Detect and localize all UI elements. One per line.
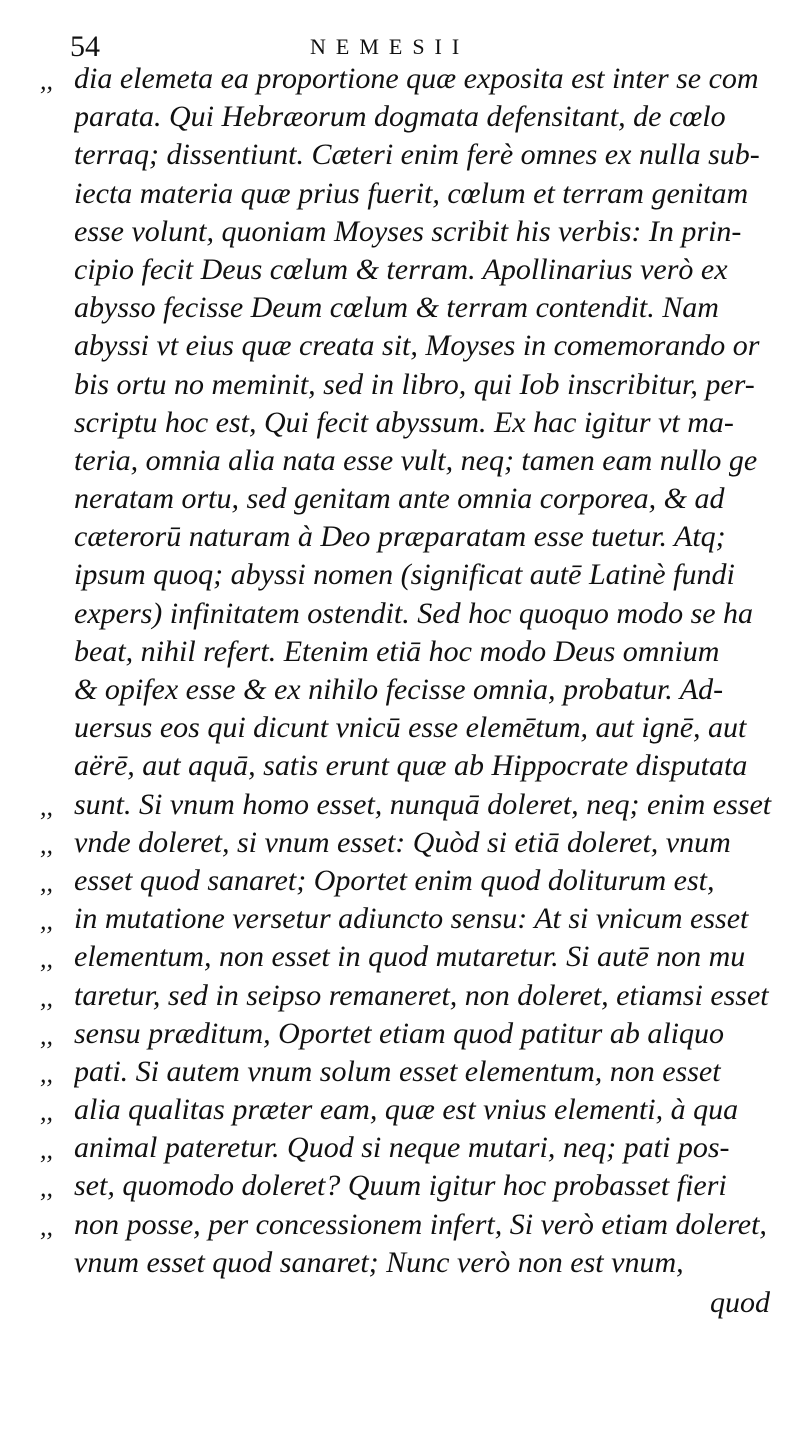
text-line xyxy=(0,938,800,976)
text-line xyxy=(0,1206,800,1244)
quotation-marker: ,, xyxy=(40,829,53,859)
line-text: scriptu hoc est, Qui fecit abyssum. Ex hac igitur vt ma- xyxy=(74,405,734,439)
line-text: abyssi vt eius quæ creata sit, Moyses in comemorando or xyxy=(74,329,760,363)
text-line xyxy=(0,518,800,556)
text-line xyxy=(0,60,800,98)
line-text: esse volunt, quoniam Moyses scribit his verbis: In prin- xyxy=(74,214,742,248)
text-line xyxy=(0,900,800,938)
text-line xyxy=(0,786,800,824)
text-line xyxy=(0,824,800,862)
page-header xyxy=(0,30,800,63)
quotation-marker: ,, xyxy=(40,1058,53,1088)
line-text: neratam ortu, sed genitam ante omnia corporea, & ad xyxy=(74,482,725,516)
line-text: teria, omnia alia nata esse vult, neq; tamen eam nullo ge xyxy=(74,443,758,477)
quotation-marker: ,, xyxy=(40,944,53,974)
quotation-marker: ,, xyxy=(40,982,53,1012)
line-text: ipsum quoq; abyssi nomen (significat autē Latinè fundi xyxy=(74,558,735,592)
quotation-marker: ,, xyxy=(40,1173,53,1203)
text-line xyxy=(0,366,800,404)
line-text: non posse, per concessionem infert, Si verò etiam doleret, xyxy=(74,1207,767,1241)
text-line xyxy=(0,289,800,327)
text-line xyxy=(0,327,800,365)
line-text: taretur, sed in seipso remaneret, non doleret, etiamsi esset xyxy=(74,978,769,1012)
body-text xyxy=(0,60,800,1282)
text-line xyxy=(0,136,800,174)
text-line xyxy=(0,1053,800,1091)
catchword: quod xyxy=(710,1286,770,1320)
text-line xyxy=(0,1129,800,1167)
text-line xyxy=(0,98,800,136)
line-text: expers) infinitatem ostendit. Sed hoc quoquo modo se ha xyxy=(74,596,754,630)
line-text: abysso fecisse Deum cœlum & terram contendit. Nam xyxy=(74,291,719,325)
line-text: esset quod sanaret; Oportet enim quod doliturum est, xyxy=(74,863,715,897)
text-line xyxy=(0,1091,800,1129)
text-line xyxy=(0,977,800,1015)
line-text: cipio fecit Deus cœlum & terram. Apollinarius verò ex xyxy=(74,252,728,286)
line-text: alia qualitas præter eam, quæ est vnius elementi, à qua xyxy=(74,1093,739,1127)
line-text: pati. Si autem vnum solum esset elementum, non esset xyxy=(74,1054,721,1088)
line-text: aërē, aut aquā, satis erunt quæ ab Hippocrate disputata xyxy=(74,749,748,783)
quotation-marker: ,, xyxy=(40,791,53,821)
text-line xyxy=(0,213,800,251)
line-text: parata. Qui Hebræorum dogmata defensitant, de cœlo xyxy=(74,100,726,134)
quotation-marker: ,, xyxy=(40,1020,53,1050)
text-line xyxy=(0,251,800,289)
line-text: bis ortu no meminit, sed in libro, qui Iob inscribitur, per- xyxy=(74,367,755,401)
line-text: elementum, non esset in quod mutaretur. Si autē non mu xyxy=(74,940,746,974)
text-line xyxy=(0,671,800,709)
text-line xyxy=(0,175,800,213)
line-text: sunt. Si vnum homo esset, nunquā doleret, neq; enim esset xyxy=(74,787,772,821)
quotation-marker: ,, xyxy=(40,906,53,936)
text-line xyxy=(0,404,800,442)
text-line xyxy=(0,633,800,671)
text-line xyxy=(0,595,800,633)
line-text: set, quomodo doleret? Quum igitur hoc probasset fieri xyxy=(74,1169,727,1203)
quotation-marker: ,, xyxy=(40,66,53,95)
line-text: vnde doleret, si vnum esset: Quòd si etiā doleret, vnum xyxy=(74,825,731,859)
text-line xyxy=(0,556,800,594)
line-text: beat, nihil refert. Etenim etiā hoc modo Deus omnium xyxy=(74,634,720,668)
quotation-marker: ,, xyxy=(40,1135,53,1165)
text-line xyxy=(0,1244,800,1282)
page-number: 54 xyxy=(70,30,100,63)
line-text: animal pateretur. Quod si neque mutari, neq; pati pos- xyxy=(74,1131,730,1165)
text-line xyxy=(0,862,800,900)
line-text: sensu præditum, Oportet etiam quod patitur ab aliquo xyxy=(74,1016,725,1050)
text-line xyxy=(0,747,800,785)
line-text: iecta materia quæ prius fuerit, cœlum et terram genitam xyxy=(74,176,749,210)
running-title: NEMESII xyxy=(310,34,470,59)
line-text: uersus eos qui dicunt vnicū esse elemētum, aut ignē, aut xyxy=(74,711,747,745)
text-line xyxy=(0,709,800,747)
text-line xyxy=(0,1167,800,1205)
text-line xyxy=(0,480,800,518)
line-text: dia elemeta ea proportione quæ exposita est inter se com xyxy=(74,62,759,95)
line-text: cæterorū naturam à Deo præparatam esse tuetur. Atq; xyxy=(74,520,726,554)
text-line xyxy=(0,442,800,480)
quotation-marker: ,, xyxy=(40,867,53,897)
line-text: vnum esset quod sanaret; Nunc verò non est vnum, xyxy=(74,1245,684,1279)
line-text: terraq; dissentiunt. Cæteri enim ferè omnes ex nulla sub- xyxy=(74,138,760,172)
quotation-marker: ,, xyxy=(40,1097,53,1127)
quotation-marker: ,, xyxy=(40,1211,53,1241)
text-line xyxy=(0,1015,800,1053)
line-text: & opifex esse & ex nihilo fecisse omnia, probatur. Ad- xyxy=(74,673,724,706)
line-text: in mutatione versetur adiuncto sensu: At si vnicum esset xyxy=(74,902,749,936)
